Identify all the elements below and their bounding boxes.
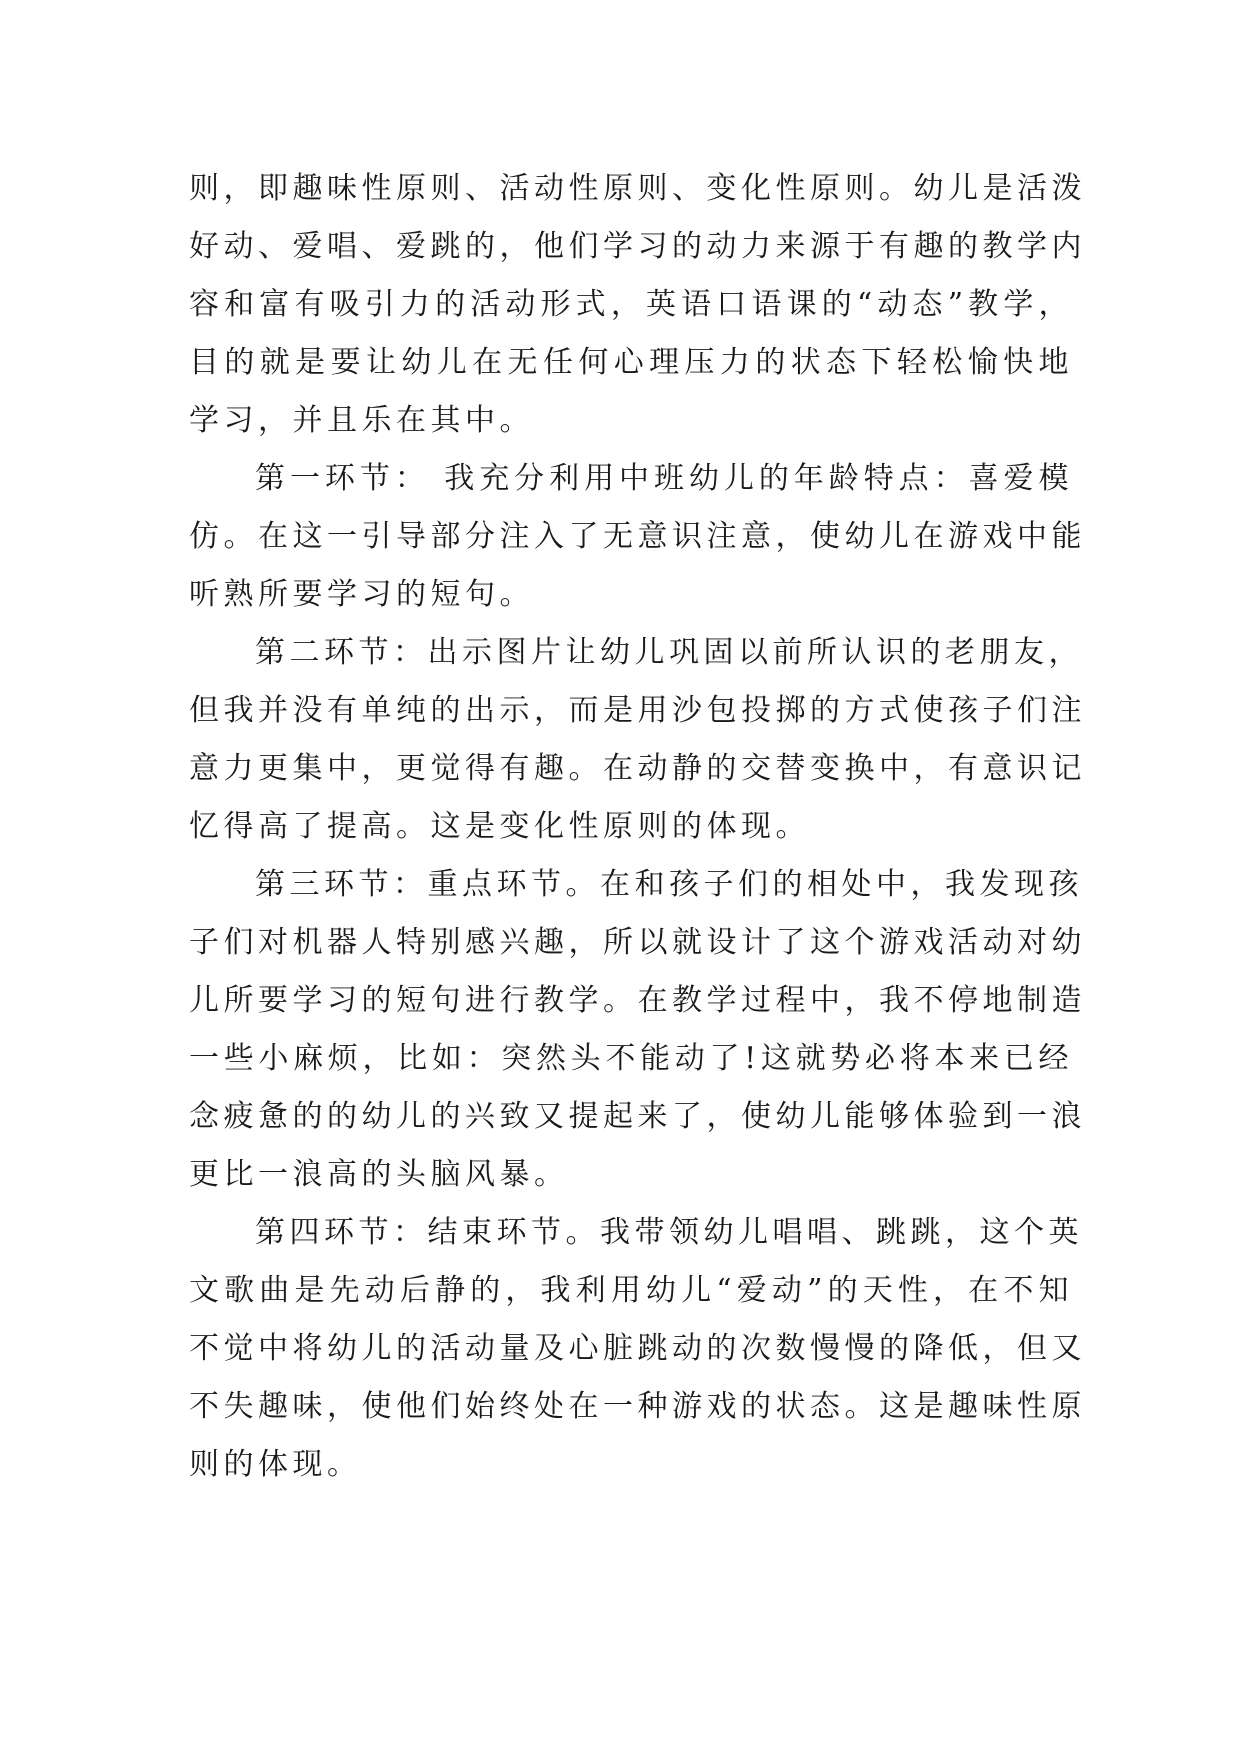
text-line: 容和富有吸引力的活动形式，英语口语课的“动态”教学， — [189, 287, 1073, 322]
text-line: 更比一浪高的头脑风暴。 — [189, 1157, 569, 1192]
document-body — [189, 160, 1086, 1494]
text-line: 子们对机器人特别感兴趣，所以就设计了这个游戏活动对幼 — [189, 925, 1086, 960]
paragraph-first-line: 第四环节：结束环节。我带领幼儿唱唱、跳跳，这个英 — [255, 1215, 1083, 1250]
text-line: 学习，并且乐在其中。 — [189, 403, 534, 438]
text-line: 一些小麻烦，比如：突然头不能动了!这就势必将本来已经 — [189, 1041, 1073, 1076]
text-line: 文歌曲是先动后静的，我利用幼儿“爱动”的天性，在不知 — [189, 1273, 1073, 1308]
text-line: 不觉中将幼儿的活动量及心脏跳动的次数慢慢的降低，但又 — [189, 1331, 1086, 1366]
text-line: 儿所要学习的短句进行教学。在教学过程中，我不停地制造 — [189, 983, 1086, 1018]
text-line: 但我并没有单纯的出示，而是用沙包投掷的方式使孩子们注 — [189, 693, 1086, 728]
text-line: 听熟所要学习的短句。 — [189, 577, 534, 612]
paragraph-first-line: 第一环节： 我充分利用中班幼儿的年龄特点：喜爱模 — [255, 461, 1073, 496]
text-line: 好动、爱唱、爱跳的，他们学习的动力来源于有趣的教学内 — [189, 229, 1086, 264]
text-line: 则的体现。 — [189, 1447, 362, 1482]
text-line: 则，即趣味性原则、活动性原则、变化性原则。幼儿是活泼 — [189, 171, 1086, 206]
text-line: 念疲惫的的幼儿的兴致又提起来了，使幼儿能够体验到一浪 — [189, 1099, 1086, 1134]
paragraph-first-line: 第二环节：出示图片让幼儿巩固以前所认识的老朋友， — [255, 635, 1083, 670]
text-line: 忆得高了提高。这是变化性原则的体现。 — [189, 809, 810, 844]
text-line: 意力更集中，更觉得有趣。在动静的交替变换中，有意识记 — [189, 751, 1086, 786]
text-line: 仿。在这一引导部分注入了无意识注意，使幼儿在游戏中能 — [189, 519, 1086, 554]
text-line: 目的就是要让幼儿在无任何心理压力的状态下轻松愉快地 — [189, 345, 1073, 380]
text-line: 不失趣味，使他们始终处在一种游戏的状态。这是趣味性原 — [189, 1389, 1086, 1424]
paragraph-first-line: 第三环节：重点环节。在和孩子们的相处中，我发现孩 — [255, 867, 1083, 902]
